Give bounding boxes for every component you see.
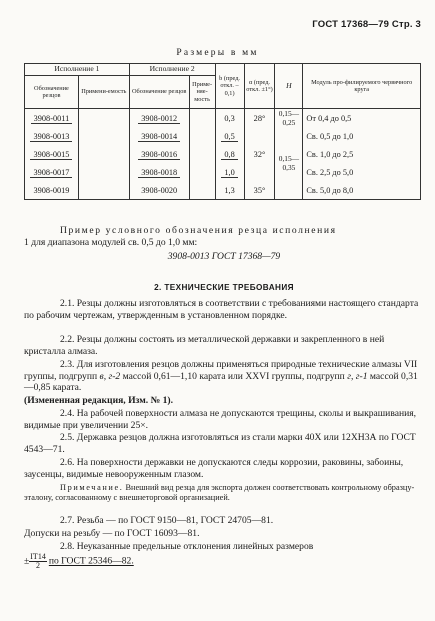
- fraction: $\frac{IT14}{2}$: [30, 552, 46, 570]
- table-row: [25, 163, 421, 181]
- cell-designation-2: 3908-0012: [129, 109, 189, 128]
- header-alpha: α (пред. откл. ±1°): [244, 64, 275, 109]
- paragraph-2-3: 2.3. Для изготовления резцов должны применяться природные технические алмазы VII группы, подгрупп в, г-2 массой 0,61—1,10 карата или XXVI группы, подгрупп г, г-1 массой 0,31—0,85 карата.: [24, 359, 418, 394]
- dimensions-table: [24, 63, 421, 200]
- paragraph-2-7-tolerances: Допуски на резьбу — по ГОСТ 16093—81.: [24, 528, 200, 539]
- paragraph-2-1: 2.1. Резцы должны изготовляться в соответствии с требованиями настоящего стандарта по рабочим чертежам, утвержденным в установленном порядке.: [24, 298, 419, 321]
- cell-designation-2: 3908-0016: [129, 145, 189, 163]
- cell-alpha: 35°: [244, 181, 275, 200]
- paragraph-2-6: 2.6. На поверхности державки не допускаются следы коррозии, раковины, забоины, заусенцы, видимые невооруженным глазом.: [24, 457, 404, 480]
- cell-module: Св. 1,0 до 2,5: [303, 145, 421, 163]
- cell-designation-1: 3908-0011: [25, 109, 79, 128]
- amendment-note: (Измененная редакция, Изм. № 1).: [24, 395, 174, 406]
- cell-applicability-2: [189, 163, 215, 181]
- cell-designation-2: 3908-0020: [129, 181, 189, 200]
- header-designation-1: Обозначение резцов: [25, 76, 79, 109]
- example-code: 3908-0013 ГОСТ 17368—79: [167, 251, 281, 262]
- cell-b: 1,3: [215, 181, 244, 200]
- cell-module: От 0,4 до 0,5: [303, 109, 421, 128]
- cell-module: Св. 5,0 до 8,0: [303, 181, 421, 200]
- paragraph-2-2: 2.2. Резцы должны состоять из металлической державки и закрепленного в ней кристалла алмаза.: [24, 334, 385, 357]
- example-line-1: Пример условного обозначения резца исполнения: [60, 225, 337, 236]
- table-row: [25, 145, 421, 163]
- cell-module: Св. 0,5 до 1,0: [303, 127, 421, 145]
- cell-b: 0,3: [215, 109, 244, 128]
- cell-applicability-1: [78, 127, 129, 145]
- section-title: 2. ТЕХНИЧЕСКИЕ ТРЕБОВАНИЯ: [154, 283, 294, 292]
- cell-applicability-1: [78, 163, 129, 181]
- cell-applicability-2: [189, 109, 215, 128]
- header-module: Модуль про-филируемого червячного круга: [303, 64, 421, 109]
- paragraph-2-8-formula: ± $\frac{IT14}{2}$ по ГОСТ 25346—82.: [24, 552, 134, 570]
- cell-h: 0,15—0,25: [275, 109, 303, 128]
- header-designation-2: Обозначение резцов: [129, 76, 189, 109]
- table-caption: Размеры в мм: [176, 48, 259, 58]
- cell-b: 1,0: [215, 163, 244, 181]
- header-variant-1: Исполнение 1: [25, 64, 130, 76]
- table-row: [25, 127, 421, 145]
- header-variant-2: Исполнение 2: [129, 64, 215, 76]
- paragraph-2-7: 2.7. Резьба — по ГОСТ 9150—81, ГОСТ 24705—81.: [60, 515, 274, 526]
- cell-applicability-1: [78, 109, 129, 128]
- header-applicability-2: Приме-няе-мость: [189, 76, 215, 109]
- cell-designation-1: 3908-0015: [25, 145, 79, 163]
- paragraph-2-8: 2.8. Неуказанные предельные отклонения линейных размеров: [60, 541, 314, 552]
- table-row: [25, 109, 421, 128]
- cell-module: Св. 2,5 до 5,0: [303, 163, 421, 181]
- cell-designation-1: 3908-0019: [25, 181, 79, 200]
- header-applicability-1: Примени-емость: [78, 76, 129, 109]
- cell-applicability-2: [189, 145, 215, 163]
- cell-designation-1: 3908-0013: [25, 127, 79, 145]
- cell-h: 0,15—0,35: [275, 127, 303, 200]
- table-row: [25, 181, 421, 200]
- header-h: H: [275, 64, 303, 109]
- cell-designation-1: 3908-0017: [25, 163, 79, 181]
- cell-designation-2: 3908-0014: [129, 127, 189, 145]
- paragraph-2-4: 2.4. На рабочей поверхности алмаза не допускаются трещины, сколы и выкрашивания, видимые при увеличении 25×.: [24, 408, 417, 431]
- example-line-2: 1 для диапазона модулей св. 0,5 до 1,0 мм:: [24, 237, 198, 248]
- cell-alpha: 32°: [244, 127, 275, 181]
- header-b: b (пред. откл. –0,1): [215, 64, 244, 109]
- cell-applicability-2: [189, 181, 215, 200]
- cell-b: 0,8: [215, 145, 244, 163]
- cell-b: 0,5: [215, 127, 244, 145]
- paragraph-2-5: 2.5. Державка резцов должна изготовляться из стали марки 40Х или 12ХН3А по ГОСТ 4543—71.: [24, 432, 416, 455]
- cell-applicability-2: [189, 127, 215, 145]
- cell-applicability-1: [78, 181, 129, 200]
- page-header: ГОСТ 17368—79 Стр. 3: [312, 19, 421, 30]
- cell-applicability-1: [78, 145, 129, 163]
- note: Примечание. Внешний вид резца для экспорта должен соответствовать контрольному образцу-эталону, согласованному с внешнеторговой организацией.: [24, 483, 415, 502]
- cell-alpha: 28°: [244, 109, 275, 128]
- cell-designation-2: 3908-0018: [129, 163, 189, 181]
